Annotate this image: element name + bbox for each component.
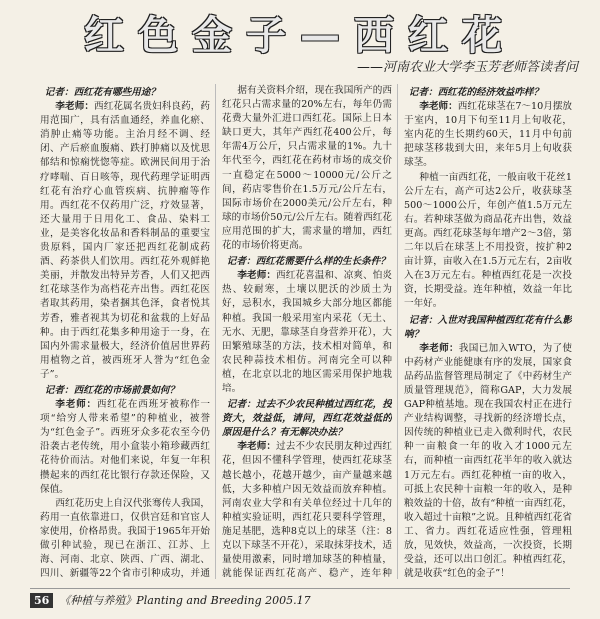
question-6: 记者：入世对我国种植西红花有什么影响？ xyxy=(404,314,572,340)
paragraph: 据有关资料介绍，现在我国所产的西红花只占需求量的20%左右，每年仍需花费大量外汇进口西红花。国际上日本缺口更大，其年产西红花400公斤，每年需4万公斤，只占需求量的1%。九十年代至今，西红花在药材市场的成交价一直稳定在5000～10000元/公斤之间，药店零售价在1.5万元/公斤左右，国际市场价在2000美元/公斤左右，种球的市场价50元/公斤左右。随着西红花应用范围的扩大，需求量的增加，西红花的市场价将更高。 xyxy=(222,85,392,252)
page-number: 56 xyxy=(30,593,53,608)
answer-text: 我国已加入WTO，为了使中药材产业能健康有序的发展，国家食品药品监督管理局制定了《中药材生产质量管理规范》，简称GAP，大力发展GAP种植基地。现在我国农村正在进行产业结构调整，寻找新的经济增长点，因传统的种植业已走入微利时代，农民种一亩粮食一年的收入才1000元左右，而种植一亩西红花半年的收入就达1万元左右。西红花种植一亩的收入，可抵上农民种十亩粮一年的收入，是种粮效益的十倍，故有“种植一亩西红花，收入超过十亩粮”之说。且种植西红花省工、省力。西红花适应性强，管理粗放，见效快，效益高，一次投资，长期受益，还可以出口创汇。种植西红花，就是收获“红色的金子”！ xyxy=(404,342,572,579)
column-2 xyxy=(222,84,392,579)
answer-5 xyxy=(404,100,572,170)
answer-label: 李老师： xyxy=(237,441,277,453)
paragraph: 西红花历史上自汉代张骞传人我国，药用一直依靠进口，仅供宫廷和官宦人家使用，价格昂贵。我国于1965年开始做引种试验，现已在浙江、江苏、上海、河南、北京、陕西、广西、湖北、四川、新疆等22个省市引种成功，并通 xyxy=(40,497,210,579)
question-5: 记者：西红花的经济效益咋样？ xyxy=(408,87,544,98)
answer-text: 西红花球茎在7～10月摆放于室内，10月下旬至11月上旬收花，室内花的生长期约60天，11月中旬前把球茎移栽到大田，来年5月上旬收获球茎。 xyxy=(404,101,572,169)
article-title: 红色金子—西红花 xyxy=(84,13,516,59)
column-3 xyxy=(404,84,572,579)
column-divider xyxy=(397,84,398,579)
question-4: 记者：过去不少农民种植过西红花，投资大，效益低，请问，西红花效益低的原因是什么？有无解决办法？ xyxy=(222,399,392,439)
answer-1 xyxy=(40,100,210,382)
answer-label: 李老师： xyxy=(55,399,97,411)
paragraph: 种植一亩西红花，一般亩收干花丝1公斤左右，高产可达2公斤，收获球茎500～1000公斤，年创产值1.5万元左右。若种球茎做为商品花卉出售，效益更高。西红花球茎每年增产2～3倍，第二年以后在球茎上不用投资，按扩种2亩计算，亩收入在1.5万元左右，2亩收入在3万元左右。种植西红花是一次投资，长期受益。连年种植，效益一年比一年好。 xyxy=(404,171,572,310)
question-2: 记者：西红花的市场前景如何？ xyxy=(44,384,180,396)
answer-label: 李老师： xyxy=(419,101,458,113)
answer-6 xyxy=(404,342,572,579)
magazine-issue: 《种植与养殖》Planting and Breeding 2005.17 xyxy=(59,594,311,607)
answer-2 xyxy=(40,398,210,497)
answer-text: 过去不少农民朋友种过西红花，但因不懂科学管理，使西红花球茎越长越小，花越开越少，亩产量越来越低，大多种植户因无效益而放弃种植。河南农业大学和有关单位经过十几年的种植实验证明，西红花只要科学管理，施足基肥，选种8克以上的球茎（注：8克以下球茎不开花），采取抹芽技术，适量使用激素，同时增加球茎的种植量，就能保证西红花高产、稳产，连年种 xyxy=(222,441,392,579)
question-1: 记者：西红花有哪些用途？ xyxy=(44,87,160,98)
answer-label: 李老师： xyxy=(419,342,459,354)
column-1 xyxy=(40,84,210,579)
column-divider xyxy=(215,84,216,579)
page-footer xyxy=(30,588,570,611)
answer-3 xyxy=(222,269,392,396)
answer-label: 李老师： xyxy=(237,270,277,282)
article-subtitle: ——河南农业大学李玉芳老师答读者问 xyxy=(356,60,578,75)
answer-label: 李老师： xyxy=(55,101,95,113)
answer-text: 西红花喜温和、凉爽、怕炎热、较耐寒，土壤以肥沃的沙质土为好，忌积水，我国城乡大部分地区都能种植。我国一般采用室内采花（无土、无水、无肥，靠球茎自身营养开花），大田繁殖球茎的方法，技术相对简单，和农民种蒜技术相仿。河南完全可以种植，在北京以北的地区需采用保护地栽培。 xyxy=(222,270,392,394)
answer-4 xyxy=(222,440,392,579)
answer-text: 西红花属名贵妇科良药，药用范围广，具有活血通经，养血化瘀、消肿止痛等功能。主治月经不调、经闭、产后瘀血腹痛、跌打肿痛以及忧思郁结和惊痫恍惚等症。欧洲民间用于治疗哮喘、百日咳等，现代药理学证明西红花有治疗心血管疾病、抗肿瘤等作用。西红花不仅药用广泛，疗效显著，还大量用于日用化工、食品、染料工业，是美容化妆品和香料制品的重要宝贵原料，国内厂家还把西红花制成药酒、药茶供人们饮用。西红花外观鲜艳美丽，并散发出特异芳香，人们又把西红花球茎作为高档花卉出售。西红花医者取其药用，染者捆其色泽，食者悦其芳香，雅者视其为切花和盆栽的上好品种。由于西红花集多种用途于一身，在国内外需求量极大，经济价值居世界药用植物之首，被西班牙人誉为“红色金子”。 xyxy=(40,101,210,380)
question-3: 记者：西红花需要什么样的生长条件？ xyxy=(226,256,390,268)
answer-text: 西红花在西班牙被称作一项“给穷人带来希望”的种植业，被誉为“红色金子”。西班牙众多花农至今仍沿袭古老传统，用小盒装小箱珍藏西红花待价而沽。对他们来说，年复一年积攒起来的西红花比银行存款还保险，又保值。 xyxy=(40,399,210,495)
